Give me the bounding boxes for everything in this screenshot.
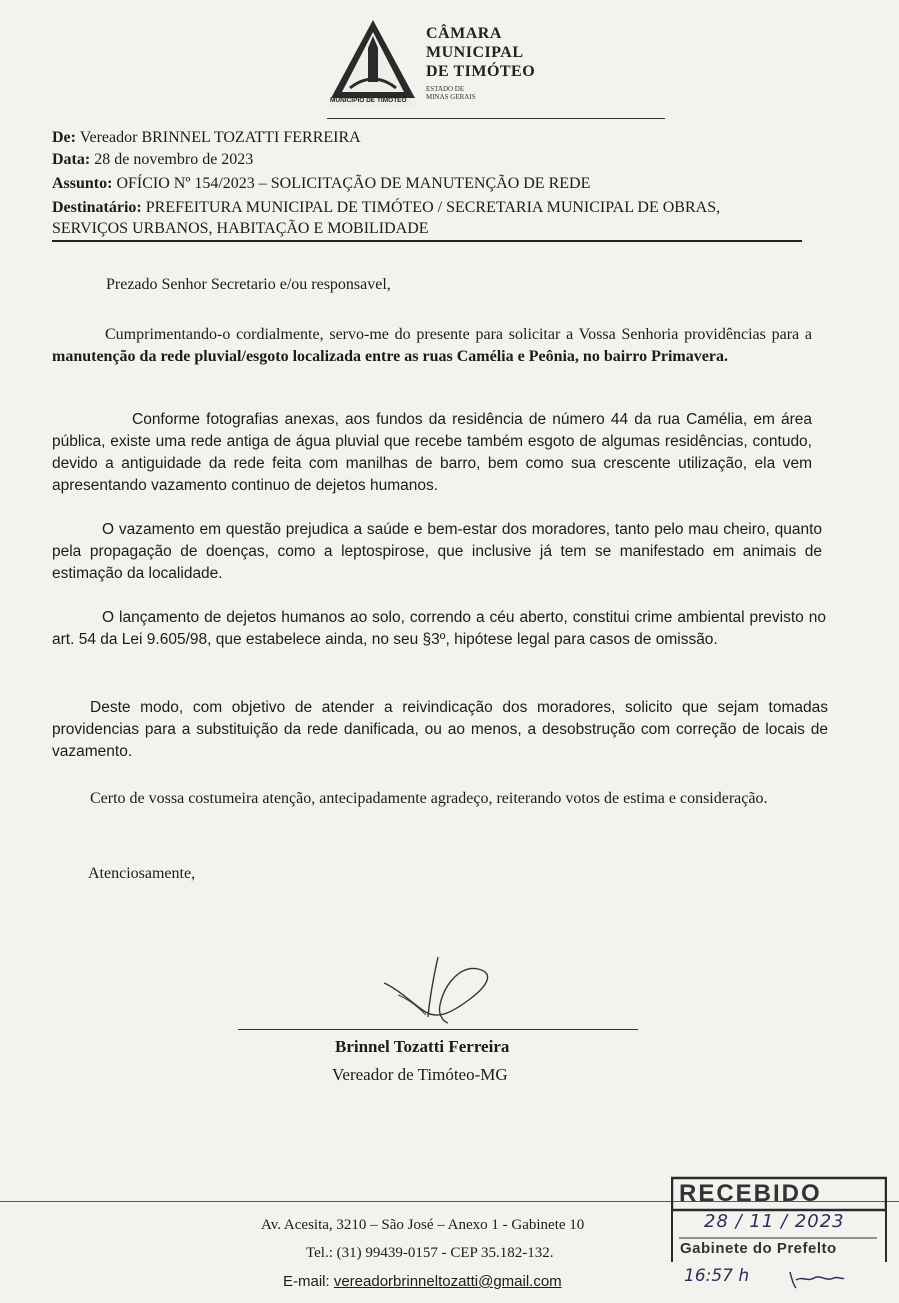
paragraph-1-text: Cumprimentando-o cordialmente, servo-me do presente para solicitar a Vossa Senhoria providências para a	[105, 326, 812, 343]
footer-email-line	[283, 1273, 562, 1290]
state-line2: MINAS GERAIS	[426, 93, 476, 101]
handwritten-signature	[378, 955, 508, 1035]
stamp-title: RECEBIDO	[679, 1180, 822, 1207]
recipient-value-line1: PREFEITURA MUNICIPAL DE TIMÓTEO / SECRETARIA MUNICIPAL DE OBRAS,	[145, 199, 721, 216]
footer-phone: Tel.: (31) 99439-0157 - CEP 35.182-132.	[306, 1245, 554, 1261]
header-divider	[327, 118, 665, 119]
date-label: Data:	[52, 151, 91, 168]
email-label: E-mail:	[283, 1273, 330, 1290]
closing: Atenciosamente,	[88, 865, 196, 882]
paragraph-3: O vazamento em questão prejudica a saúde e bem-estar dos moradores, tanto pelo mau cheiro, quanto pela propagação de doenças, como a leptospirose, que inclusive já tem se manifestado em animais de estimação da localidade.	[52, 521, 822, 582]
from-line	[52, 127, 361, 149]
paragraph-1-bold: manutenção da rede pluvial/esgoto localizada entre as ruas Camélia e Peônia, no bairro Primavera.	[52, 348, 728, 365]
greeting: Prezado Senhor Secretario e/ou responsavel,	[106, 276, 391, 293]
subject-value: OFÍCIO Nº 154/2023 – SOLICITAÇÃO DE MANUTENÇÃO DE REDE	[116, 175, 591, 192]
paragraph-6: Certo de vossa costumeira atenção, antecipadamente agradeço, reiterando votos de estima e consideração.	[90, 790, 768, 807]
org-name-line3: DE TIMÓTEO	[426, 63, 536, 80]
meta-divider	[52, 240, 802, 242]
chamber-logo	[328, 18, 418, 108]
stamp-time: 16:57 h	[684, 1266, 750, 1286]
signatory-name: Brinnel Tozatti Ferreira	[335, 1037, 510, 1056]
state-line1: ESTADO DE	[426, 85, 465, 93]
paragraph-5: Deste modo, com objetivo de atender a reivindicação dos moradores, solicito que sejam tomadas providencias para a substituição da rede danificada, ou ao menos, a desobstrução com correção de locais de vazamento.	[52, 699, 828, 760]
stamp-date: 28 / 11 / 2023	[704, 1211, 845, 1232]
footer-address: Av. Acesita, 3210 – São José – Anexo 1 - Gabinete 10	[261, 1217, 585, 1233]
recipient-line	[52, 197, 720, 219]
stamp-office: Gabinete do Prefelto	[680, 1240, 837, 1257]
stamp-initials	[786, 1266, 846, 1292]
paragraph-2: Conforme fotografias anexas, aos fundos da residência de número 44 da rua Camélia, em área pública, existe uma rede antiga de água pluvial que recebe também esgoto de algumas residências, contudo, devido a antiguidade da rede feita com manilhas de barro, bem como sua crescente utilização, ela vem apresentando vazamento continuo de dejetos humanos.	[52, 411, 812, 494]
recipient-label: Destinatário:	[52, 199, 142, 216]
date-line	[52, 149, 253, 171]
subject-line	[52, 173, 590, 195]
from-value: Vereador BRINNEL TOZATTI FERREIRA	[79, 129, 361, 146]
paragraph-1	[52, 324, 812, 368]
org-name-line2: MUNICIPAL	[426, 44, 524, 61]
signature-line	[238, 1029, 638, 1030]
signatory-role: Vereador de Timóteo-MG	[332, 1065, 508, 1084]
recipient-value-line2: SERVIÇOS URBANOS, HABITAÇÃO E MOBILIDADE	[52, 220, 429, 237]
logo-caption: MUNICÍPIO DE TIMÓTEO	[330, 97, 407, 104]
from-label: De:	[52, 129, 76, 146]
date-value: 28 de novembro de 2023	[94, 151, 254, 168]
subject-label: Assunto:	[52, 175, 113, 192]
email-link[interactable]: vereadorbrinneltozatti@gmail.com	[333, 1273, 562, 1290]
org-name-line1: CÂMARA	[426, 25, 502, 42]
paragraph-4: O lançamento de dejetos humanos ao solo, correndo a céu aberto, constitui crime ambiental previsto no art. 54 da Lei 9.605/98, que estabelece ainda, no seu §3º, hipótese legal para casos de omissão.	[52, 609, 826, 648]
